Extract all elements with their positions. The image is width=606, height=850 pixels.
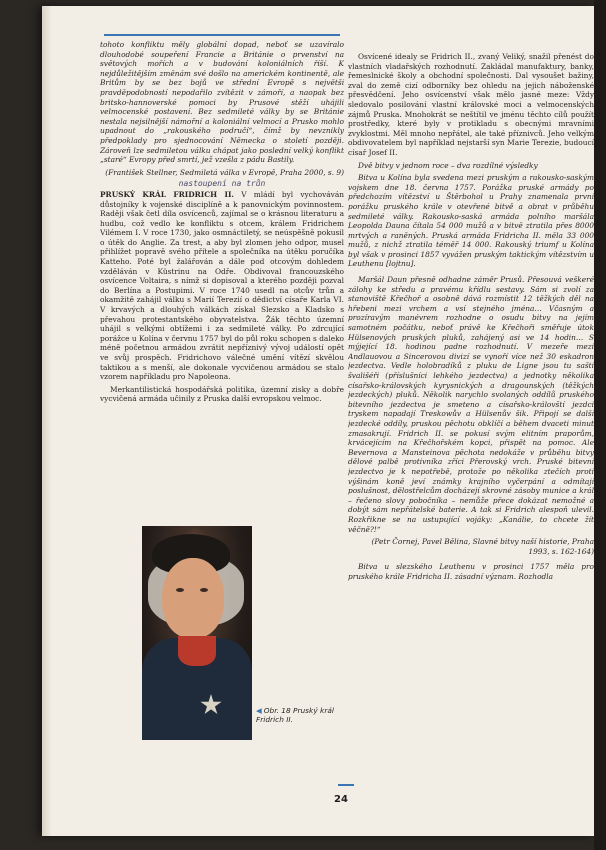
right-column bbox=[348, 52, 594, 824]
intro-paragraph: tohoto konfliktu měly globální dopad, neboť se uzavíralo dlouhodobé soupeření Francie a Británie o prvenství na světových mořích a v budování koloniálních říší. K nejdůležitějším změnám své došlo na americkém kontinentě, ale Britům by se bez bojů ve střední Evropě s největší pravděpodobností nepodařilo zvítězit v zámoří, a naopak bez britsko-hannoverské pomoci by Prusové stěží uhájili velmocenské postavení. Bez sedmileté války by se Británie nestala nejsilnější námořní a koloniální velmocí a Prusko mohlo upadnout do „rakouského područí“, čímž by nevznikly předpoklady pro sjednocování Německa o století později. Zároveň lze sedmiletou válku chápat jako poslední velký konflikt „staré“ Evropy před smrtí, jež vzešla z pádu Bastily. bbox=[100, 40, 344, 165]
caption-triangle-icon: ◀ bbox=[256, 706, 262, 715]
left-column bbox=[100, 40, 344, 510]
battle-paragraph-1: Bitva u Kolína byla svedena mezi pruským a rakousko-saským vojskem dne 18. června 1757. Porážka pruské armády po předchozím vítězství u Štěrbohol u Prahy znamenala první porážku pruského krále v otevřené bitvě a obrat v průběhu sedmileté války. Rakousko-saská armáda polního maršála Leopolda Dauna čítala 54 000 mužů a v bitvě ztratila přes 8000 mrtvých a raněných. Pruská armáda Fridricha II. měla 33 000 mužů, z nichž ztratila téměř 14 000. Rakouský triumf u Kolína byl však v prosinci 1857 vyvážen pruským taktickým vítězstvím u Leuthenu [lojtnu]. bbox=[348, 173, 594, 269]
battle-source: (Petr Čornej, Pavel Bělina, Slavné bitvy naší historie, Praha 1993, s. 162-164) bbox=[371, 537, 594, 556]
book-page bbox=[42, 6, 594, 836]
page-gutter bbox=[42, 6, 52, 836]
handwritten-note: nastoupení na trůn bbox=[178, 179, 266, 189]
battle-heading: Dvě bitvy v jednom roce – dva rozdílné výsledky bbox=[358, 160, 538, 170]
figure-caption: ◀ Obr. 18 Pruský král Fridrich II. bbox=[256, 706, 334, 724]
section-heading: PRUSKÝ KRÁL FRIDRICH II. bbox=[100, 189, 235, 199]
page-number-rule bbox=[338, 784, 354, 786]
right-paragraph-1: Osvícené idealy se Fridrich II., zvaný Veliký, snažil přenést do vlastních vladařských rozhodnutí. Zakládal manufaktury, banky, řemeslnické školy a obchodní společnosti. Dal vysoušet bažiny, zval do země cizí odborníky bez ohledu na jejich náboženské přesvědčení. Jeho osvícenství však mělo jasné meze: Vždy sledovalo posilování vlastní královské moci a velmocenských zájmů Pruska. Mnohokrát se neštítil ve jménu těchto cílů použít prostředky, které byly v protikladu s obecnými mravními zvyklostmi. Měl mnoho nepřátel, ale také příznivců. Jeho velkým obdivovatelem byl například nejstarší syn Marie Terezie, budoucí císař Josef II. bbox=[348, 52, 594, 157]
intro-source: (František Stellner, Sedmiletá válka v Evropě, Praha 2000, s. 9) bbox=[105, 167, 344, 177]
portrait-frederick-image bbox=[142, 526, 252, 740]
book-edge-shadow bbox=[594, 0, 606, 850]
section-paragraph-1-text: V mládí byl vychováván důstojníky k vojenské disciplíně a k panovnickým povinnostem. Raději však četl díla osvícenců, zajímal se o krásnou literaturu a hudbu, což vedlo ke konfliktu s otcem, králem Fridrichem Vilémem I. V roce 1730, jako osmnáctiletý, se neúspěšně pokusil o útěk do Anglie. Za trest, a aby byl zlomen jeho odpor, musel přihlížet popravě svého přítele a společníka na útěku poručíka Katteho. Poté byl žalářován a dále pod otcovým dohledem vzděláván v Küstrinu na Odře. Obdivoval francouzského osvícence Voltaira, s nímž si dopisoval a kterého později pozval do Berlína a Postupimi. V roce 1740 usedl na otcův trůn a okamžitě zahájil válku s Marií Terezií o dědictví císaře Karla VI. V krvavých a dlouhých válkách získal Slezsko a Kladsko s převahou protestantského obyvatelstva. Žák těchto územní uhájil s velkými obtížemi i za sedmileté války. Po zdrcující porážce u Kolína v červnu 1757 byl do půl roku schopen s daleko méně početnou armádou zvrátit nepříznivý vývoj událostí opět ve svůj prospěch. Fridrichovo válečné umění vítězí skvělou taktikou a s menší, ale dokonale vycvičenou armádou se stalo vzorem napříkladu pro Napoleona. bbox=[100, 189, 344, 382]
battle-paragraph-2: Maršál Daun přesně odhadne záměr Prusů. Přesouvá veškeré zálohy ke středu a pravému křídlu sestavy. Sám si zvolí za stanoviště Křečhoř a osobně dává rozmístit 12 těžkých děl na hřebeni mezi vrchem a vsí stejného jména… Včasným a prozíravým manévrem rozhodne o osudu bitvy na jejím samotném počátku, neboť právě ke Křečhoři směřuje útok Hülsenových pruských pluků, zahájený asi ve 14 hodin… S mýjející 18. hodinou padne rozhodnutí. V mezeře mezi Andlauovou a Sincerovou divizí se vynoří více než 30 eskadron jezdectva. Vedle holobradíků z pluku de Ligne jsou tu sašti švališéři (příslušníci lehkého jezdectva) a jednotky několika císařsko-královských kyrysnických a dragounských (těžkých jezdeckých) pluků. Několik narychlo svolaných oddílů pruského bitevního jezdectva je smeteno a císařsko-královští jezdci tryskem napadají Treskowův a Hülsenův šik. Připojí se další jezdecké oddíly, pruskou pěchotu obklíčí a během dvaceti minut zmasakrují. Fridrich II. se pokusí svým elitním praporům, krvácejícím na Křečhořském kopci, přispět na pomoc. Ale Bevernova a Mansteinova pěchota nedokáže v průběhu bitvy dělové palbě protivníka zříci Přerovský vrch. Pruské bitevní jezdectvo je k nepotřebě, protože po několika ztečích proti výšinám koně jeví známky krajního vyčerpání a odmítají poslušnost, dělostřelcům docházejí skrovné zásoby munice a král – řečeno slovy pobočníka – nemůže přece dokázat nemožné a dobýt sám nepřátelské baterie. A tak si Fridrich alespoň ulevil. Rozkřikne se na ustupující vojáky: „Kanálie, to chcete žít věčně?!“ bbox=[348, 275, 594, 534]
top-rule bbox=[104, 34, 340, 36]
section-paragraph-1 bbox=[100, 190, 344, 382]
closing-paragraph: Bitva u slezského Leuthenu v prosinci 1757 měla pro pruského krále Fridricha II. zásadní význam. Rozhodla bbox=[348, 562, 594, 581]
section-paragraph-2: Merkantilistická hospodářská politika, územní zisky a dobře vycvičená armáda učinily z Pruska další evropskou velmoc. bbox=[100, 384, 344, 404]
page-number: 24 bbox=[334, 794, 348, 805]
